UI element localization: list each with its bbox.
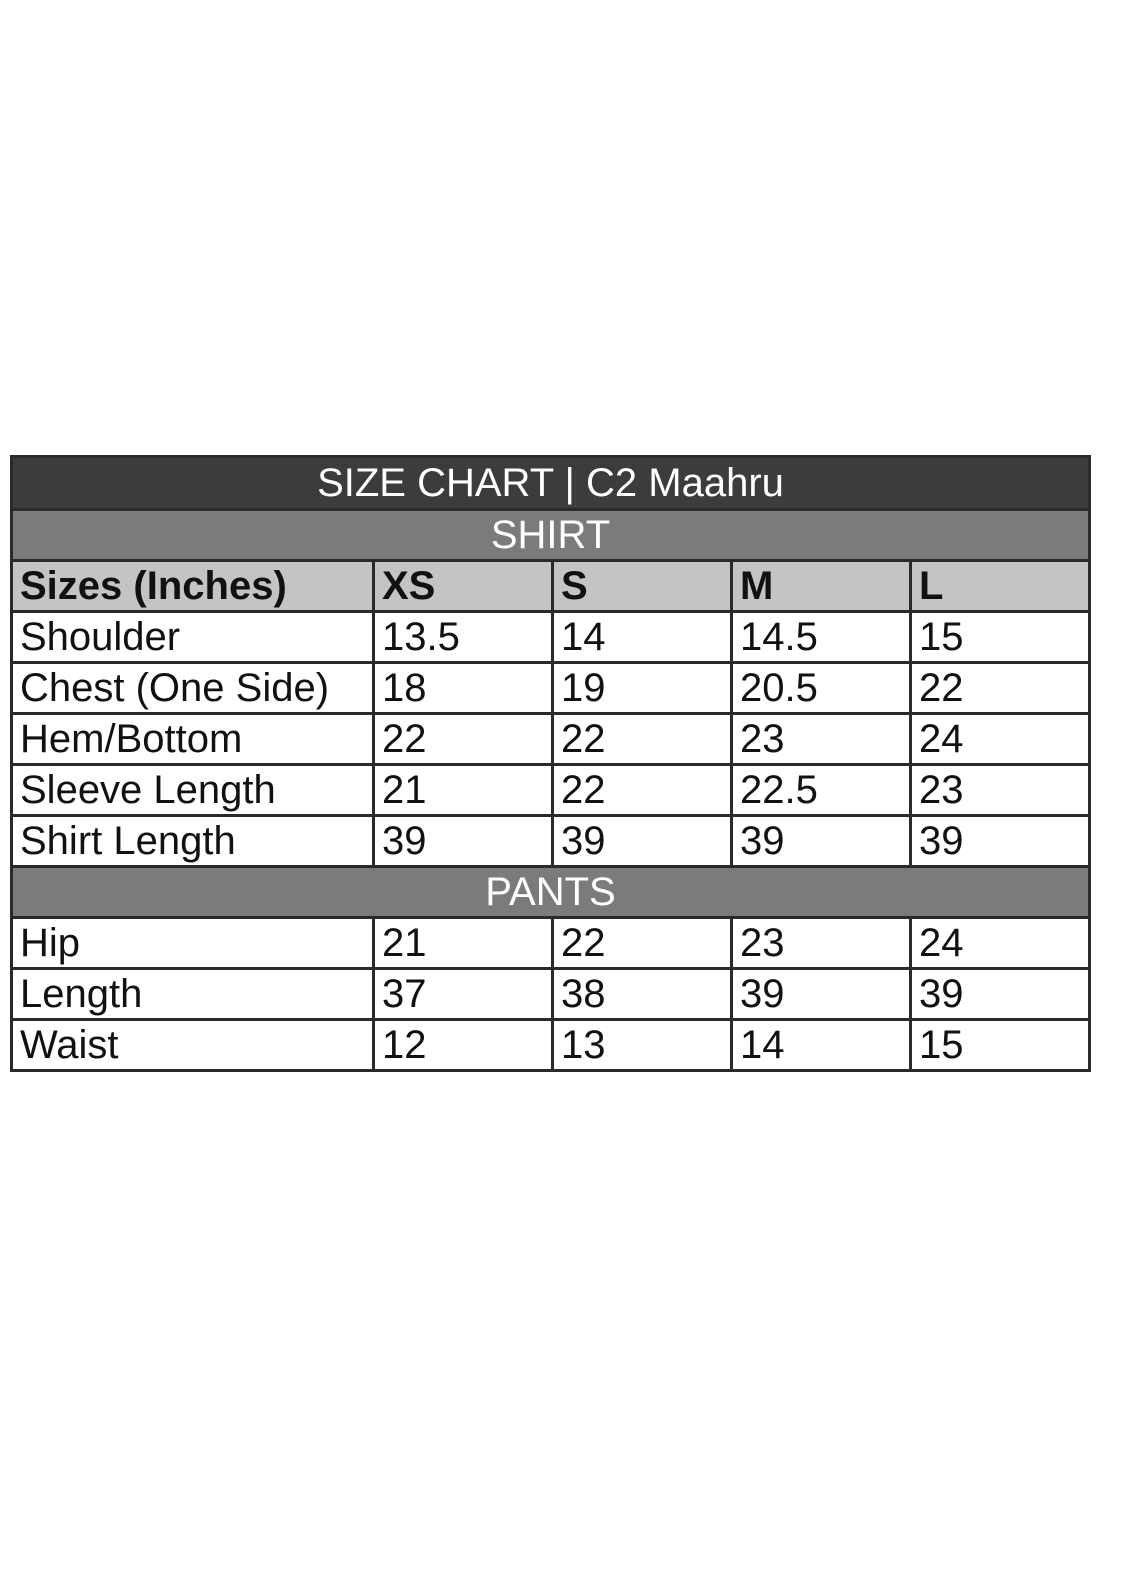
row-label: Hip (12, 918, 374, 969)
cell-value: 15 (911, 612, 1090, 663)
header-size-l: L (911, 561, 1090, 612)
table-row (12, 918, 1090, 969)
cell-value: 22 (911, 663, 1090, 714)
row-label: Shoulder (12, 612, 374, 663)
cell-value: 20.5 (732, 663, 911, 714)
cell-value: 39 (911, 969, 1090, 1020)
section-row-shirt (12, 510, 1090, 561)
cell-value: 13 (553, 1020, 732, 1071)
header-size-s: S (553, 561, 732, 612)
cell-value: 39 (374, 816, 553, 867)
size-header-row (12, 561, 1090, 612)
header-size-xs: XS (374, 561, 553, 612)
table-row (12, 663, 1090, 714)
cell-value: 24 (911, 918, 1090, 969)
cell-value: 14 (732, 1020, 911, 1071)
cell-value: 24 (911, 714, 1090, 765)
section-row-pants (12, 867, 1090, 918)
cell-value: 21 (374, 918, 553, 969)
table-row (12, 969, 1090, 1020)
row-label: Sleeve Length (12, 765, 374, 816)
title-row (12, 457, 1090, 510)
section-title-shirt: SHIRT (12, 510, 1090, 561)
row-label: Hem/Bottom (12, 714, 374, 765)
cell-value: 23 (732, 918, 911, 969)
cell-value: 22 (553, 765, 732, 816)
cell-value: 39 (732, 969, 911, 1020)
cell-value: 21 (374, 765, 553, 816)
row-label: Shirt Length (12, 816, 374, 867)
header-size-m: M (732, 561, 911, 612)
cell-value: 39 (553, 816, 732, 867)
cell-value: 22 (553, 714, 732, 765)
header-label: Sizes (Inches) (12, 561, 374, 612)
cell-value: 12 (374, 1020, 553, 1071)
row-label: Length (12, 969, 374, 1020)
table-row (12, 1020, 1090, 1071)
cell-value: 19 (553, 663, 732, 714)
row-label: Chest (One Side) (12, 663, 374, 714)
table-row (12, 765, 1090, 816)
cell-value: 13.5 (374, 612, 553, 663)
cell-value: 38 (553, 969, 732, 1020)
cell-value: 15 (911, 1020, 1090, 1071)
cell-value: 18 (374, 663, 553, 714)
cell-value: 14.5 (732, 612, 911, 663)
row-label: Waist (12, 1020, 374, 1071)
cell-value: 39 (911, 816, 1090, 867)
table-row (12, 714, 1090, 765)
cell-value: 37 (374, 969, 553, 1020)
cell-value: 22 (374, 714, 553, 765)
size-chart-table (10, 455, 1091, 1072)
cell-value: 39 (732, 816, 911, 867)
chart-title: SIZE CHART | C2 Maahru (12, 457, 1090, 510)
cell-value: 22 (553, 918, 732, 969)
cell-value: 23 (911, 765, 1090, 816)
table-row (12, 816, 1090, 867)
cell-value: 14 (553, 612, 732, 663)
cell-value: 22.5 (732, 765, 911, 816)
table-row (12, 612, 1090, 663)
section-title-pants: PANTS (12, 867, 1090, 918)
cell-value: 23 (732, 714, 911, 765)
